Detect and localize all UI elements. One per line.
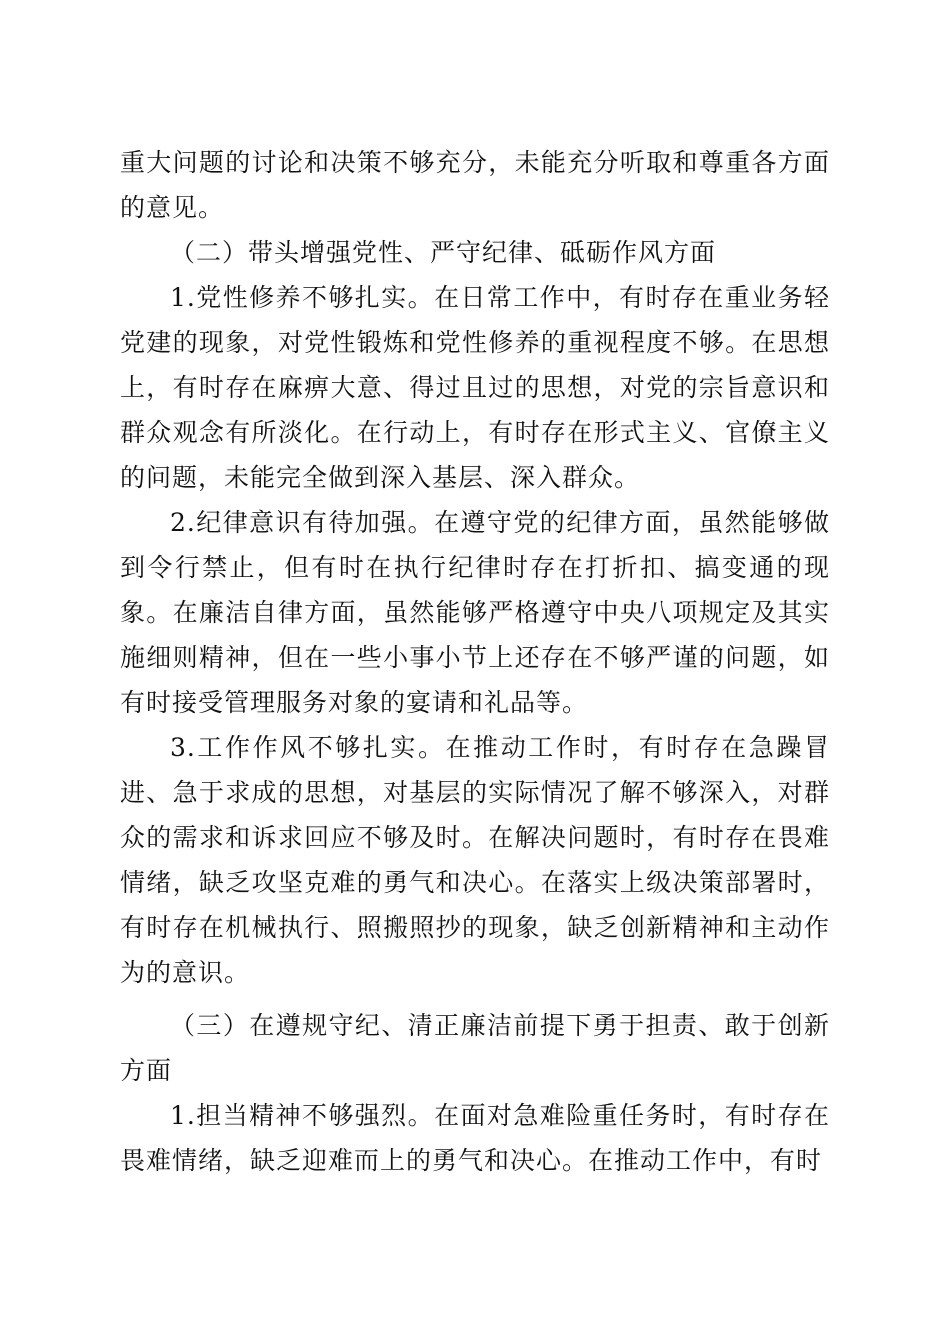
document-body — [120, 140, 830, 1183]
section-2-heading: （二）带头增强党性、严守纪律、砥砺作风方面 — [170, 238, 717, 267]
continuation-paragraph: 重大问题的讨论和决策不够充分，未能充分听取和尊重各方面的意见。 — [120, 148, 830, 222]
section-2-item-2: 2.纪律意识有待加强。在遵守党的纪律方面，虽然能够做到令行禁止，但有时在执行纪律时存在打折扣、搞变通的现象。在廉洁自律方面，虽然能够严格遵守中央八项规定及其实施细则精神，但在一些小事小节上还存在不够严谨的问题，如有时接受管理服务对象的宴请和礼品等。 — [120, 508, 830, 717]
section-3-heading: （三）在遵规守纪、清正廉洁前提下勇于担责、敢于创新方面 — [120, 1011, 830, 1085]
section-2-item-3: 3.工作作风不够扎实。在推动工作时，有时存在急躁冒进、急于求成的思想，对基层的实际情况了解不够深入，对群众的需求和诉求回应不够及时。在解决问题时，有时存在畏难情绪，缺乏攻坚克难的勇气和决心。在落实上级决策部署时，有时存在机械执行、照搬照抄的现象，缺乏创新精神和主动作为的意识。 — [120, 733, 830, 987]
section-2-item-1: 1.党性修养不够扎实。在日常工作中，有时存在重业务轻党建的现象，对党性锻炼和党性修养的重视程度不够。在思想上，有时存在麻痹大意、得过且过的思想，对党的宗旨意识和群众观念有所淡化。在行动上，有时存在形式主义、官僚主义的问题，未能完全做到深入基层、深入群众。 — [120, 283, 830, 492]
section-3-item-1: 1.担当精神不够强烈。在面对急难险重任务时，有时存在畏难情绪，缺乏迎难而上的勇气和决心。在推动工作中，有时 — [120, 1101, 830, 1175]
